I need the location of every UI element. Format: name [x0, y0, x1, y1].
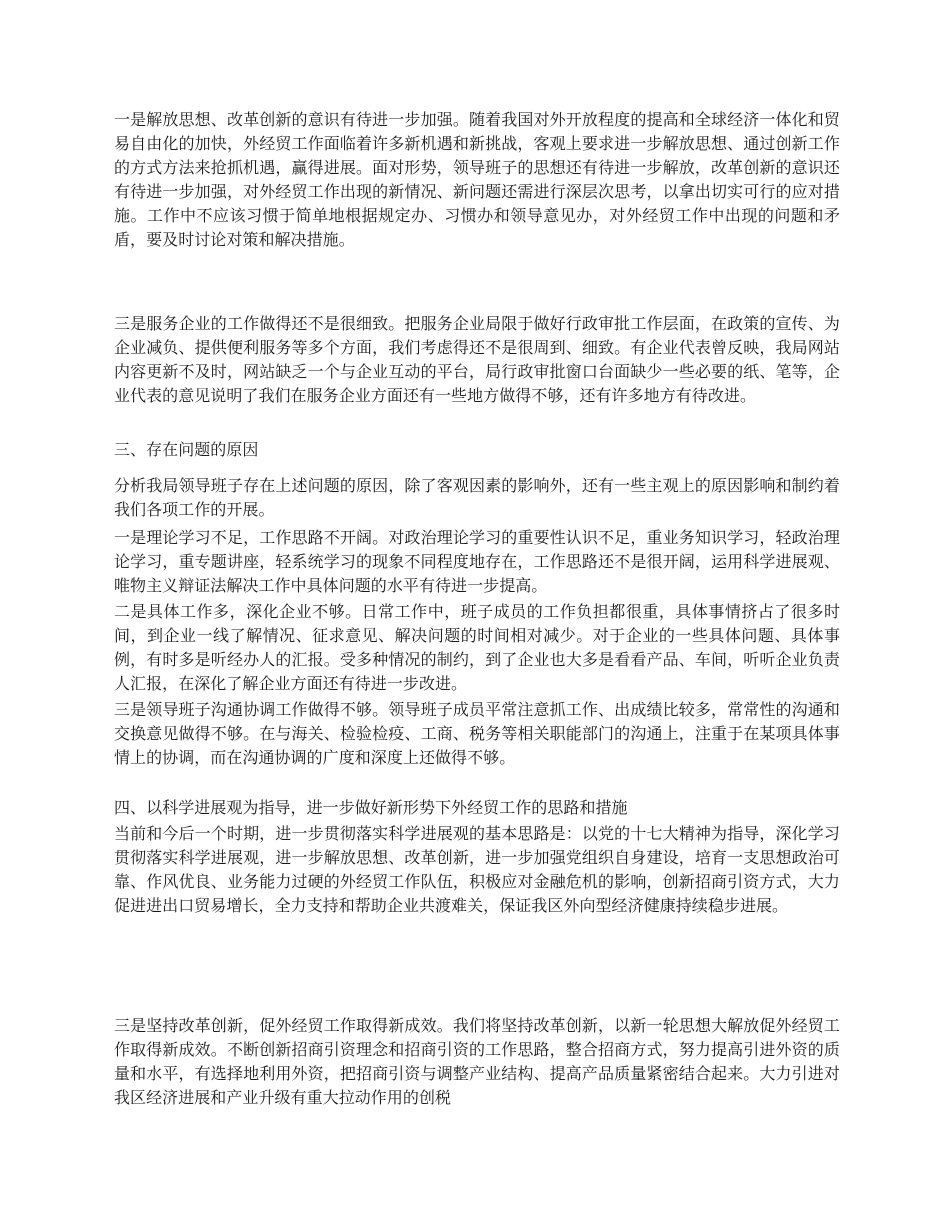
- paragraph-liberate-thinking: 一是解放思想、改革创新的意识有待进一步加强。随着我国对外开放程度的提高和全球经济一体化和贸易自由化的加快，外经贸工作面临着许多新机遇和新挑战，客观上要求进一步解放思想、通过创新工作的方式方法来抢抓机遇，赢得进展。面对形势，领导班子的思想还有待进一步解放，改革创新的意识还有待进一步加强，对外经贸工作出现的新情况、新问题还需进行深层次思考，以拿出切实可行的应对措施。工作中不应该习惯于简单地根据规定办、习惯办和领导意见办，对外经贸工作中出现的问题和矛盾，要及时讨论对策和解决措施。: [114, 110, 840, 249]
- paragraph-basic-approach: 当前和今后一个时期，进一步贯彻落实科学进展观的基本思路是：以党的十七大精神为指导，深化学习贯彻落实科学进展观，进一步解放思想、改革创新，进一步加强党组织自身建设，培育一支思想政治可靠、作风优良、业务能力过硬的外经贸工作队伍，积极应对金融危机的影响，创新招商引资方式，大力促进进出口贸易增长，全力支持和帮助企业共渡难关，保证我区外向型经济健康持续稳步进展。: [114, 824, 840, 915]
- section-heading-causes: 三、存在问题的原因: [114, 440, 259, 459]
- section-heading-measures: 四、以科学进展观为指导，进一步做好新形势下外经贸工作的思路和措施: [114, 798, 628, 817]
- paragraph-reform-innovation: 三是坚持改革创新，促外经贸工作取得新成效。我们将坚持改革创新，以新一轮思想大解放促外经贸工作取得新成效。不断创新招商引资理念和招商引资的工作思路，整合招商方式，努力提高引进外资的质量和水平，有选择地利用外资，把招商引资与调整产业结构、提高产品质量紧密结合起来。大力引进对我区经济进展和产业升级有重大拉动作用的创税: [114, 1016, 840, 1107]
- paragraph-serve-enterprises: 三是服务企业的工作做得还不是很细致。把服务企业局限于做好行政审批工作层面，在政策的宣传、为企业减负、提供便利服务等多个方面，我们考虑得还不是很周到、细致。有企业代表曾反映，我局网站内容更新不及时，网站缺乏一个与企业互动的平台，局行政审批窗口台面缺少一些必要的纸、笔等，企业代表的意见说明了我们在服务企业方面还有一些地方做得不够，还有许多地方有待改进。: [114, 314, 840, 405]
- paragraph-coordination: 三是领导班子沟通协调工作做得不够。领导班子成员平常注意抓工作、出成绩比较多，常常性的沟通和交换意见做得不够。在与海关、检验检疫、工商、税务等相关职能部门的沟通上，注重于在某项具体事情上的协调，而在沟通协调的广度和深度上还做得不够。: [114, 700, 840, 767]
- paragraph-theory-study: 一是理论学习不足，工作思路不开阔。对政治理论学习的重要性认识不足，重业务知识学习，轻政治理论学习，重专题讲座，轻系统学习的现象不同程度地存在，工作思路还不是很开阔，运用科学进展观、唯物主义辩证法解决工作中具体问题的水平有待进一步提高。: [114, 528, 840, 595]
- paragraph-workload: 二是具体工作多，深化企业不够。日常工作中，班子成员的工作负担都很重，具体事情挤占了很多时间，到企业一线了解情况、征求意见、解决问题的时间相对减少。对于企业的一些具体问题、具体事例，有时多是听经办人的汇报。受多种情况的制约，到了企业也大多是看看产品、车间，听听企业负责人汇报，在深化了解企业方面还有待进一步改进。: [114, 602, 840, 693]
- paragraph-cause-analysis: 分析我局领导班子存在上述问题的原因，除了客观因素的影响外，还有一些主观上的原因影响和制约着我们各项工作的开展。: [114, 476, 840, 519]
